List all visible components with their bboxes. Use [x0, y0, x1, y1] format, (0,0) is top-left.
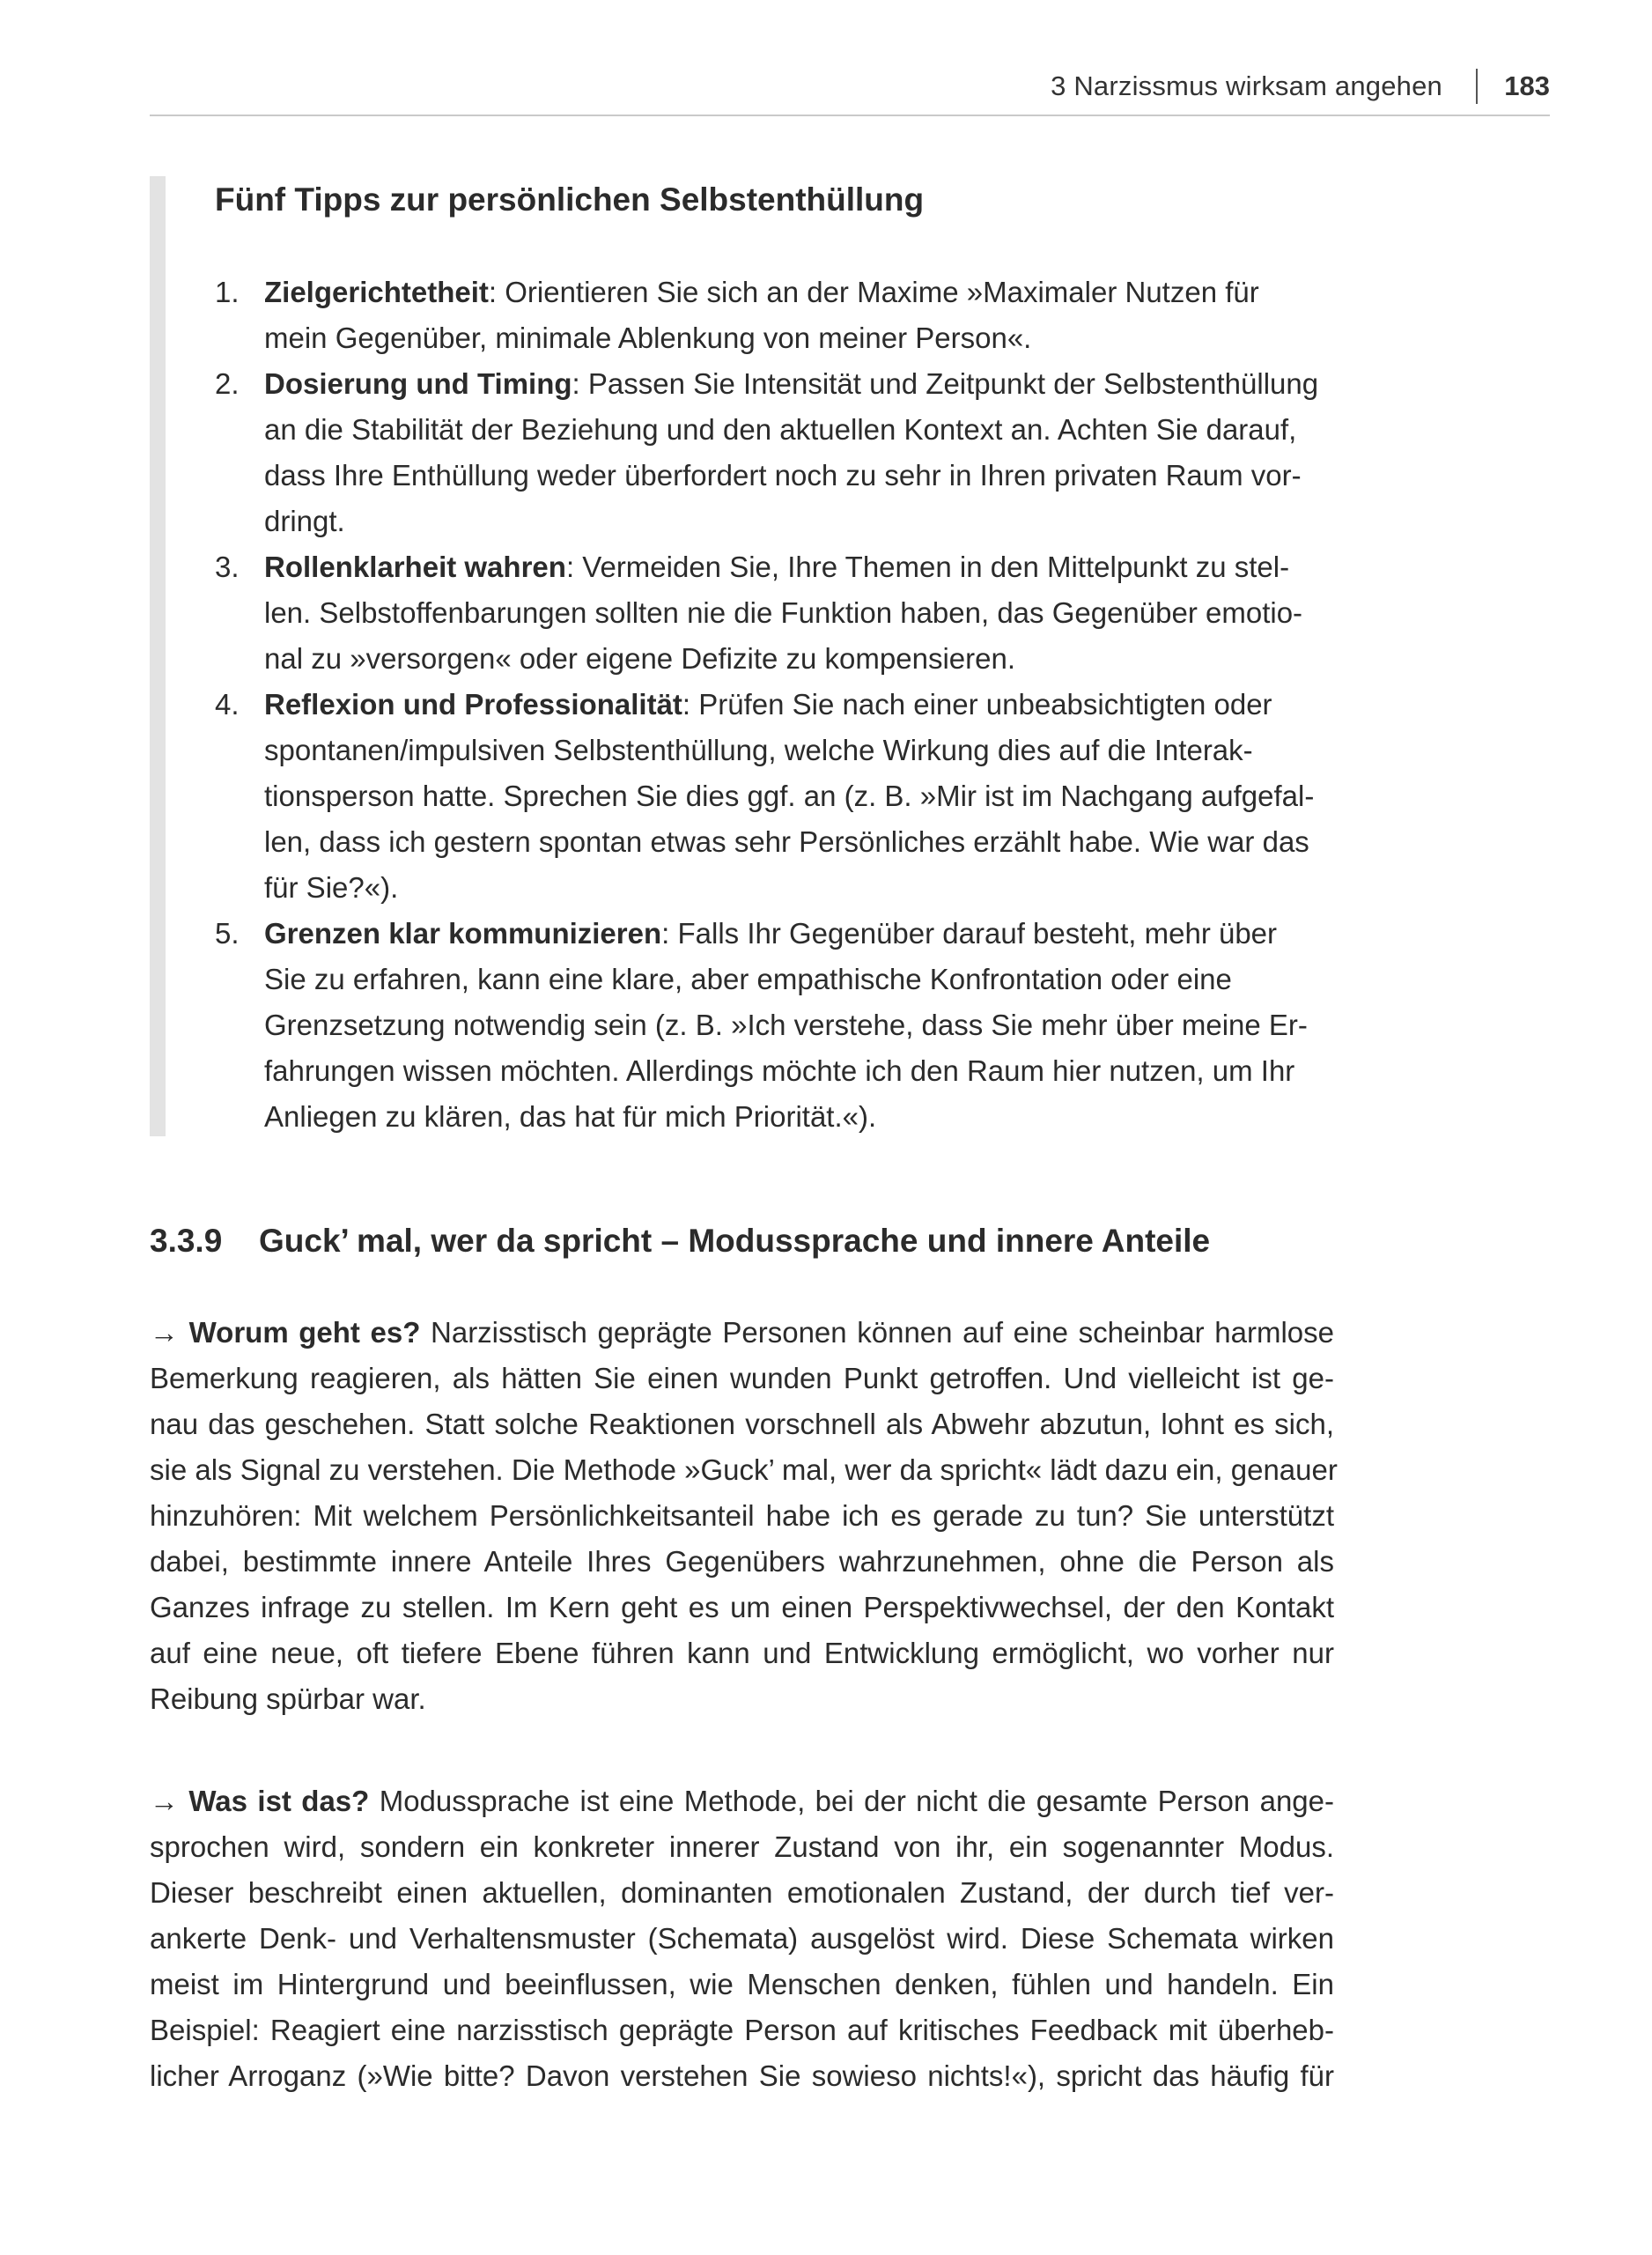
- tip-line: dringt.: [264, 505, 345, 537]
- paragraph-line: nau das geschehen. Statt solche Reaktionen vorschnell als Abwehr abzutun, lohnt es sich,: [150, 1408, 1334, 1440]
- paragraph-text: Modussprache ist eine Methode, bei der nicht die gesamte Person ange-: [369, 1785, 1335, 1817]
- tip-line: [264, 544, 1346, 590]
- tip-term: Dosierung und Timing: [264, 367, 572, 400]
- paragraph-line: [150, 1310, 1334, 1356]
- tip-item: [215, 544, 1346, 682]
- tip-text: : Orientieren Sie sich an der Maxime »Maximaler Nutzen für: [488, 276, 1259, 308]
- header-separator: [1476, 69, 1478, 104]
- tip-term: Zielgerichtetheit: [264, 276, 489, 308]
- tip-line: tionsperson hatte. Sprechen Sie dies ggf. an (z. B. »Mir ist im Nachgang aufgefal-: [264, 780, 1315, 812]
- section-heading: [150, 1223, 1210, 1260]
- tip-term: Rollenklarheit wahren: [264, 551, 566, 583]
- tip-number: 3.: [215, 551, 240, 583]
- tip-line: len. Selbstoffenbarungen sollten nie die Funktion haben, das Gegenüber emotio-: [264, 596, 1303, 629]
- tip-line: spontanen/impulsiven Selbstenthüllung, welche Wirkung dies auf die Interak-: [264, 734, 1253, 766]
- paragraph-line: licher Arroganz (»Wie bitte? Davon verstehen Sie sowieso nichts!«), spricht das häufig für: [150, 2059, 1334, 2092]
- paragraph-line: sprochen wird, sondern ein konkreter innerer Zustand von ihr, ein sogenannter Modus.: [150, 1830, 1334, 1863]
- tip-line: nal zu »versorgen« oder eigene Defizite zu kompensieren.: [264, 642, 1016, 675]
- tip-term: Reflexion und Professionalität: [264, 688, 682, 721]
- paragraph-line: Beispiel: Reagiert eine narzisstisch geprägte Person auf kritisches Feedback mit überheb-: [150, 2014, 1334, 2046]
- section-title: Guck’ mal, wer da spricht – Modussprache und innere Anteile: [259, 1223, 1211, 1259]
- tip-text: : Prüfen Sie nach einer unbeabsichtigten oder: [682, 688, 1272, 721]
- paragraph-line: Ganzes infrage zu stellen. Im Kern geht es um einen Perspektivwechsel, der den Kontakt: [150, 1591, 1334, 1623]
- paragraph-line: [150, 1778, 1334, 1824]
- tip-line: [264, 911, 1346, 957]
- tip-line: len, dass ich gestern spontan etwas sehr Persönliches erzählt habe. Wie war das: [264, 825, 1309, 858]
- paragraph-lead: → Was ist das?: [150, 1785, 370, 1817]
- tip-text: : Vermeiden Sie, Ihre Themen in den Mittelpunkt zu stel-: [565, 551, 1290, 583]
- tip-item: [215, 270, 1346, 361]
- running-header-content: [1051, 63, 1550, 109]
- chapter-title: 3 Narzissmus wirksam angehen: [1051, 70, 1442, 101]
- tip-term: Grenzen klar kommunizieren: [264, 917, 662, 950]
- tip-box-title: Fünf Tipps zur persönlichen Selbstenthüllung: [215, 181, 925, 218]
- running-header: [150, 63, 1550, 116]
- tip-item: [215, 682, 1346, 911]
- paragraph-worum-geht-es: [150, 1310, 1338, 1722]
- paragraph-line: meist im Hintergrund und beeinflussen, wie Menschen denken, fühlen und handeln. Ein: [150, 1968, 1334, 2000]
- tip-box: [150, 176, 1339, 1136]
- tip-line: fahrungen wissen möchten. Allerdings möchte ich den Raum hier nutzen, um Ihr: [264, 1054, 1295, 1087]
- tip-text: : Passen Sie Intensität und Zeitpunkt der Selbstenthüllung: [572, 367, 1319, 400]
- tip-list: [215, 270, 1346, 1140]
- tip-line: dass Ihre Enthüllung weder überfordert noch zu sehr in Ihren privaten Raum vor-: [264, 459, 1302, 492]
- tip-number: 2.: [215, 367, 240, 400]
- tip-item: [215, 911, 1346, 1140]
- tip-line: mein Gegenüber, minimale Ablenkung von meiner Person«.: [264, 322, 1032, 354]
- paragraph-line: Reibung spürbar war.: [150, 1682, 426, 1715]
- tip-number: 5.: [215, 917, 240, 950]
- tip-item: [215, 361, 1346, 544]
- tip-line: [264, 270, 1346, 315]
- paragraph-line: dabei, bestimmte innere Anteile Ihres Gegenübers wahrzunehmen, ohne die Person als: [150, 1545, 1334, 1578]
- paragraph-text: Narzisstisch geprägte Personen können auf eine scheinbar harmlose: [420, 1316, 1335, 1349]
- paragraph-lead: → Worum geht es?: [150, 1316, 421, 1349]
- tip-number: 1.: [215, 276, 240, 308]
- paragraph-line: Bemerkung reagieren, als hätten Sie einen wunden Punkt getroffen. Und vielleicht ist ge-: [150, 1362, 1334, 1394]
- paragraph-was-ist-das: [150, 1778, 1334, 2099]
- page-number: 183: [1504, 70, 1550, 101]
- tip-line: Sie zu erfahren, kann eine klare, aber empathische Konfrontation oder eine: [264, 963, 1232, 995]
- tip-line: für Sie?«).: [264, 871, 399, 904]
- paragraph-line: ankerte Denk- und Verhaltensmuster (Schemata) ausgelöst wird. Diese Schemata wirken: [150, 1922, 1334, 1955]
- section-number: 3.3.9: [150, 1223, 223, 1259]
- paragraph-line: auf eine neue, oft tiefere Ebene führen kann und Entwicklung ermöglicht, wo vorher nur: [150, 1637, 1334, 1669]
- tip-number: 4.: [215, 688, 240, 721]
- tip-line: Grenzsetzung notwendig sein (z. B. »Ich verstehe, dass Sie mehr über meine Er-: [264, 1009, 1308, 1041]
- paragraph-line: Dieser beschreibt einen aktuellen, dominanten emotionalen Zustand, der durch tief ver-: [150, 1876, 1334, 1909]
- tip-line: [264, 682, 1346, 728]
- tip-line: [264, 361, 1346, 407]
- paragraph-line: sie als Signal zu verstehen. Die Methode »Guck’ mal, wer da spricht« lädt dazu ein, genauer: [150, 1453, 1338, 1486]
- paragraph-line: hinzuhören: Mit welchem Persönlichkeitsanteil habe ich es gerade zu tun? Sie unterstützt: [150, 1499, 1334, 1532]
- tip-line: Anliegen zu klären, das hat für mich Priorität.«).: [264, 1100, 877, 1133]
- tip-line: an die Stabilität der Beziehung und den aktuellen Kontext an. Achten Sie darauf,: [264, 413, 1297, 446]
- tip-text: : Falls Ihr Gegenüber darauf besteht, mehr über: [661, 917, 1278, 950]
